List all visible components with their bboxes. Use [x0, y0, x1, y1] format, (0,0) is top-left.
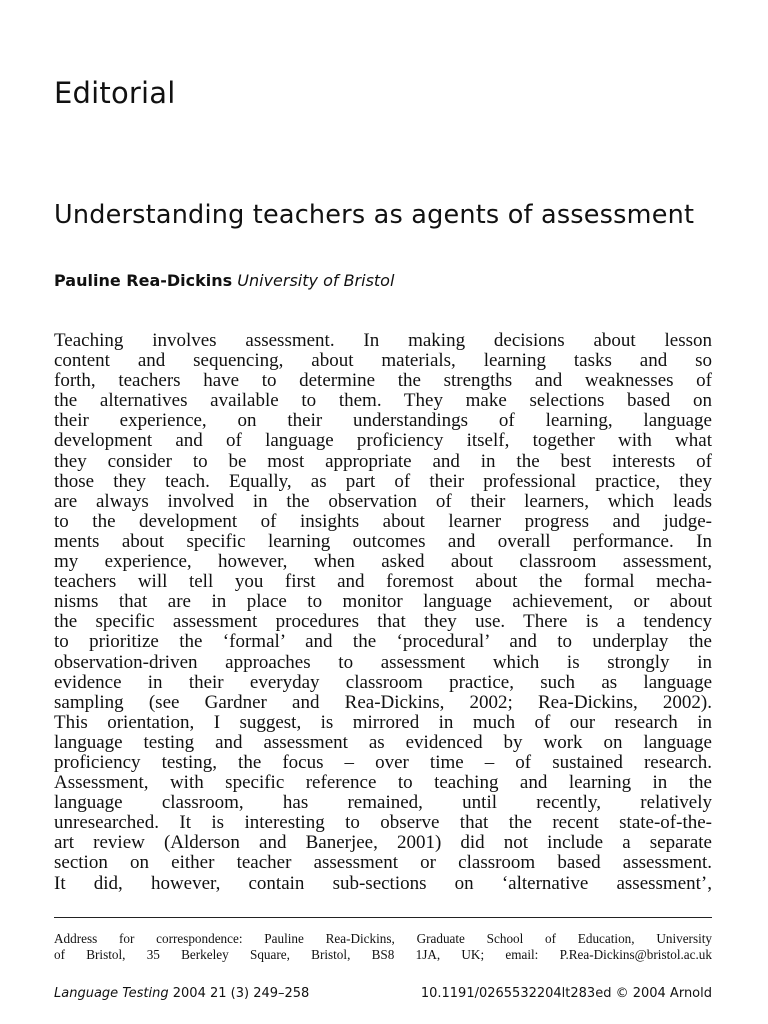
body-line: they consider to be most appropriate and in the best interests of [54, 450, 712, 472]
body-line: art review (Alderson and Banerjee, 2001) did not include a separate [54, 832, 712, 854]
footnote-divider [54, 917, 712, 918]
article-body [54, 331, 712, 894]
journal-name: Language Testing [54, 986, 169, 1001]
body-line: Teaching involves assessment. In making decisions about lesson [54, 330, 712, 351]
section-label: Editorial [54, 76, 176, 110]
body-line: This orientation, I suggest, is mirrored in much of our research in [54, 711, 712, 733]
byline [54, 271, 394, 290]
body-line: those they teach. Equally, as part of their professional practice, they [54, 470, 712, 492]
body-line: Assessment, with specific reference to teaching and learning in the [54, 772, 712, 794]
body-line: language testing and assessment as evidenced by work on language [54, 731, 712, 753]
author-affiliation: University of Bristol [237, 271, 395, 290]
journal-volume-pages: 2004 21 (3) 249–258 [172, 986, 310, 1001]
author-name: Pauline Rea-Dickins [54, 271, 233, 290]
body-line: observation-driven approaches to assessment which is strongly in [54, 651, 712, 673]
body-line: section on either teacher assessment or classroom based assessment. [54, 852, 712, 874]
body-line: to the development of insights about learner progress and judge- [54, 510, 712, 532]
body-line: unresearched. It is interesting to observe that the recent state-of-the- [54, 812, 712, 834]
body-line: my experience, however, when asked about classroom assessment, [54, 551, 712, 573]
body-line: evidence in their everyday classroom practice, such as language [54, 671, 712, 693]
body-line: their experience, on their understandings of learning, language [54, 410, 712, 432]
body-line: sampling (see Gardner and Rea-Dickins, 2002; Rea-Dickins, 2002). [54, 691, 712, 713]
body-line: content and sequencing, about materials, learning tasks and so [54, 350, 712, 372]
body-line: to prioritize the ‘formal’ and the ‘procedural’ and to underplay the [54, 631, 712, 653]
body-line: the specific assessment procedures that they use. There is a tendency [54, 611, 712, 633]
body-line: It did, however, contain sub-sections on ‘alternative assessment’, [54, 872, 712, 894]
article-title: Understanding teachers as agents of assessment [54, 200, 695, 230]
correspondence-footnote [54, 931, 712, 963]
footnote-line: Address for correspondence: Pauline Rea-Dickins, Graduate School of Education, University [54, 931, 712, 946]
body-line: teachers will tell you first and foremost about the formal mecha- [54, 571, 712, 593]
body-line: proficiency testing, the focus – over time – of sustained research. [54, 751, 712, 773]
journal-citation [54, 986, 309, 1001]
body-line: are always involved in the observation of their learners, which leads [54, 490, 712, 512]
body-line: nisms that are in place to monitor language achievement, or about [54, 591, 712, 613]
page-footer [54, 986, 712, 1001]
body-line: ments about specific learning outcomes and overall performance. In [54, 530, 712, 552]
body-line: forth, teachers have to determine the strengths and weaknesses of [54, 370, 712, 392]
footnote-line: of Bristol, 35 Berkeley Square, Bristol, BS8 1JA, UK; email: P.Rea-Dickins@bristol.ac.uk [54, 947, 712, 962]
body-line: development and of language proficiency itself, together with what [54, 430, 712, 452]
doi-copyright: 10.1191/0265532204lt283ed © 2004 Arnold [420, 986, 712, 1001]
body-line: the alternatives available to them. They make selections based on [54, 390, 712, 412]
body-line: language classroom, has remained, until recently, relatively [54, 792, 712, 814]
